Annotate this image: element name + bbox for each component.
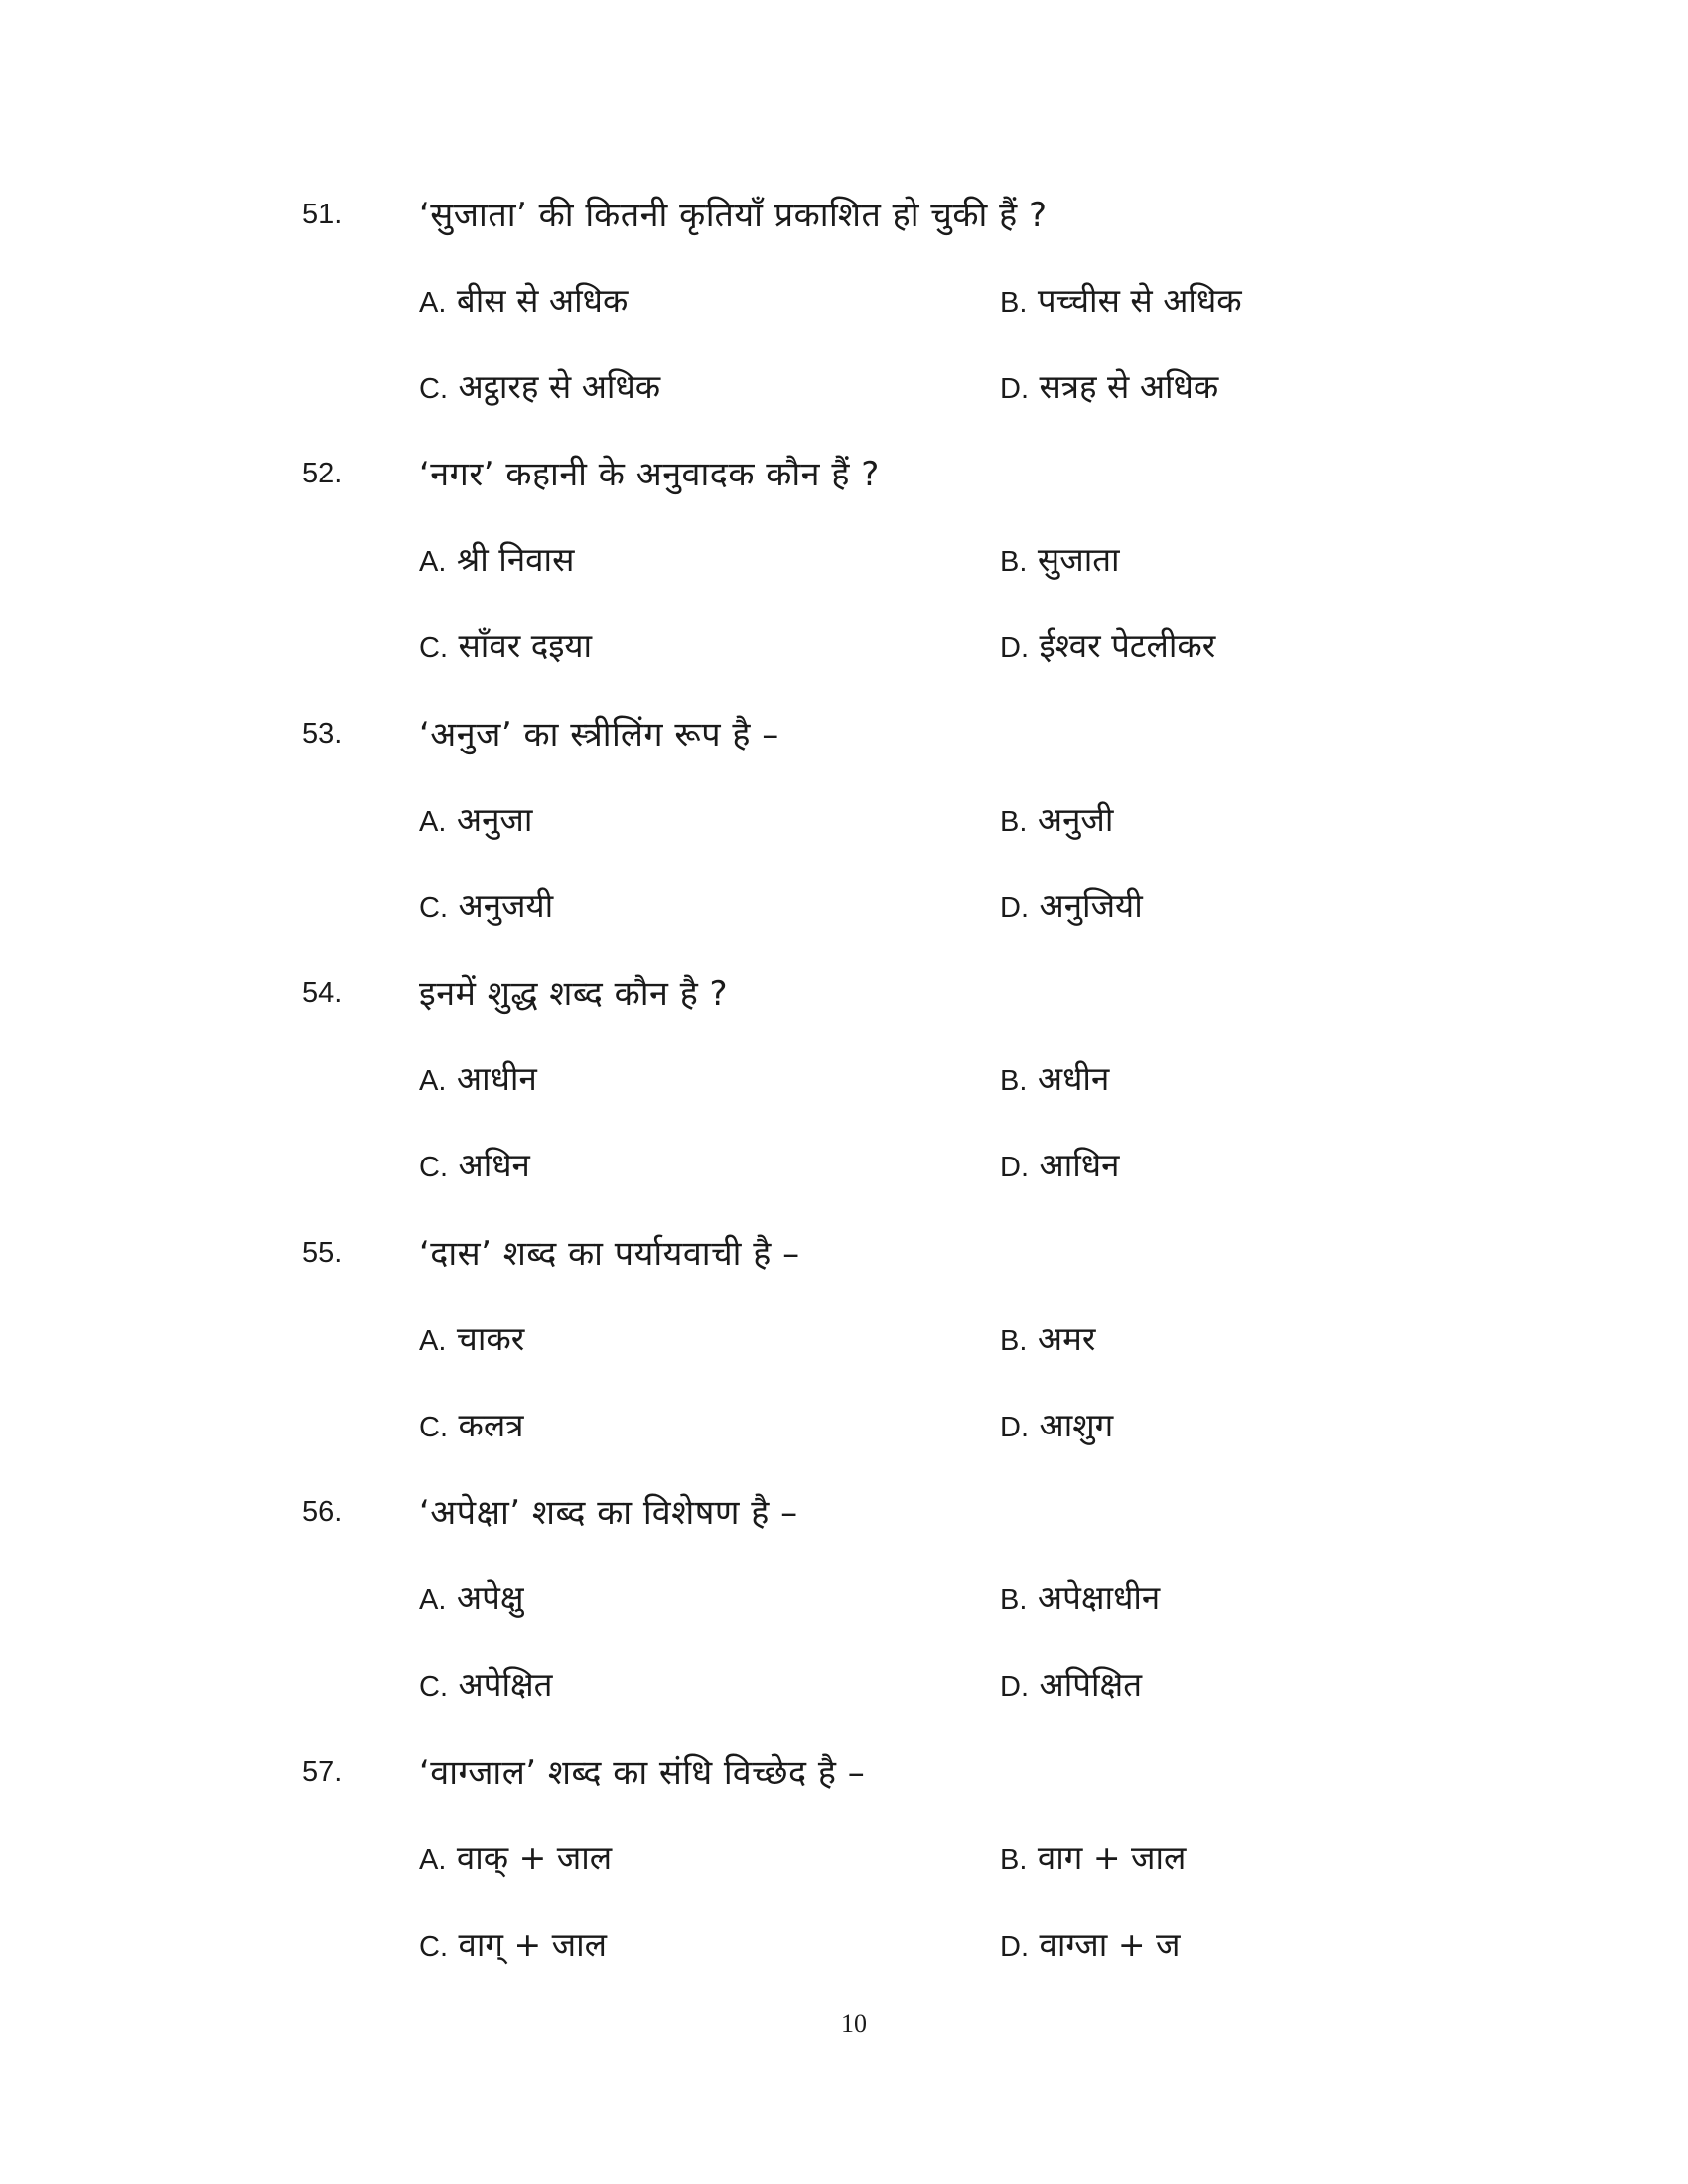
option-text: आशुग: [1039, 1406, 1114, 1444]
option-text: अनुजा: [456, 800, 533, 839]
option-text: अपेक्षित: [458, 1665, 553, 1704]
option-letter: A.: [419, 1065, 447, 1097]
option-b: [1000, 1055, 1109, 1100]
question-54: [0, 969, 1688, 1229]
option-b: [1000, 277, 1242, 322]
option-text: वाग्जा + ज: [1039, 1925, 1181, 1964]
option-b: [1000, 1574, 1160, 1619]
option-a: [419, 1574, 524, 1619]
question-57: [0, 1748, 1688, 2008]
option-letter: A.: [419, 546, 447, 578]
question-text: ‘वाग्जाल’ शब्द का संधि विच्छेद है –: [419, 1753, 866, 1793]
option-c: [419, 363, 660, 408]
option-a: [419, 1055, 537, 1100]
option-letter: B.: [1000, 1844, 1028, 1876]
option-a: [419, 796, 532, 841]
question-55: [0, 1229, 1688, 1489]
option-text: वाग् + जाल: [458, 1925, 608, 1964]
question-number: 52.: [302, 458, 343, 489]
option-d: [1000, 1921, 1180, 1966]
question-51: [0, 191, 1688, 451]
question-56: [0, 1488, 1688, 1748]
option-b: [1000, 1315, 1095, 1360]
option-letter: C.: [419, 1412, 448, 1443]
option-text: अट्ठारह से अधिक: [458, 367, 661, 406]
option-letter: B.: [1000, 1584, 1028, 1616]
question-number: 57.: [302, 1756, 343, 1788]
question-text: ‘सुजाता’ की कितनी कृतियाँ प्रकाशित हो चुकी हैं ?: [419, 196, 1048, 235]
question-text: ‘दास’ शब्द का पर्यायवाची है –: [419, 1234, 800, 1274]
question-text: ‘अपेक्षा’ शब्द का विशेषण है –: [419, 1493, 798, 1533]
option-text: अमर: [1037, 1319, 1096, 1358]
option-letter: D.: [1000, 1412, 1029, 1443]
option-letter: C.: [419, 1152, 448, 1183]
option-text: श्री निवास: [456, 540, 575, 579]
option-text: साँवर दइया: [458, 626, 593, 665]
option-letter: D.: [1000, 373, 1029, 405]
option-d: [1000, 883, 1143, 927]
option-a: [419, 277, 628, 322]
question-number: 54.: [302, 977, 343, 1009]
question-text: ‘अनुज’ का स्त्रीलिंग रूप है –: [419, 715, 779, 754]
option-text: वाग + जाल: [1037, 1839, 1187, 1877]
option-b: [1000, 1835, 1186, 1879]
page-number: 10: [841, 2009, 867, 2038]
option-letter: C.: [419, 632, 448, 664]
option-letter: D.: [1000, 632, 1029, 664]
option-text: अनुजयी: [458, 887, 554, 925]
option-text: पच्चीस से अधिक: [1037, 281, 1242, 320]
option-c: [419, 1402, 523, 1446]
option-text: आधिन: [1039, 1146, 1120, 1184]
option-letter: D.: [1000, 892, 1029, 924]
option-c: [419, 883, 553, 927]
option-letter: D.: [1000, 1671, 1029, 1703]
option-text: अपिक्षित: [1039, 1665, 1143, 1704]
option-a: [419, 536, 574, 581]
option-letter: B.: [1000, 546, 1028, 578]
option-letter: C.: [419, 1931, 448, 1963]
question-number: 53.: [302, 718, 343, 750]
question-number: 51.: [302, 199, 343, 230]
option-text: सत्रह से अधिक: [1039, 367, 1219, 406]
question-text: ‘नगर’ कहानी के अनुवादक कौन हैं ?: [419, 455, 880, 494]
option-letter: B.: [1000, 1065, 1028, 1097]
option-c: [419, 1921, 607, 1966]
option-d: [1000, 622, 1215, 667]
option-text: कलत्र: [458, 1406, 524, 1444]
option-text: चाकर: [456, 1319, 525, 1358]
option-text: वाक् + जाल: [456, 1839, 613, 1877]
option-text: आधीन: [456, 1059, 537, 1098]
question-number: 56.: [302, 1496, 343, 1528]
option-letter: B.: [1000, 287, 1028, 319]
option-text: अधीन: [1037, 1059, 1110, 1098]
option-letter: C.: [419, 1671, 448, 1703]
option-letter: A.: [419, 1584, 447, 1616]
option-letter: C.: [419, 373, 448, 405]
option-letter: A.: [419, 287, 447, 319]
option-d: [1000, 1142, 1119, 1186]
option-text: अनुजी: [1037, 800, 1114, 839]
option-text: बीस से अधिक: [456, 281, 629, 320]
question-52: [0, 450, 1688, 710]
option-c: [419, 1142, 530, 1186]
option-text: अपेक्षाधीन: [1037, 1578, 1161, 1617]
option-letter: C.: [419, 892, 448, 924]
option-b: [1000, 536, 1120, 581]
question-text: इनमें शुद्ध शब्द कौन है ?: [419, 974, 729, 1014]
option-a: [419, 1315, 524, 1360]
option-d: [1000, 363, 1218, 408]
question-53: [0, 710, 1688, 970]
option-letter: D.: [1000, 1152, 1029, 1183]
option-letter: A.: [419, 1844, 447, 1876]
option-text: ईश्वर पेटलीकर: [1039, 626, 1216, 665]
option-letter: B.: [1000, 806, 1028, 838]
option-c: [419, 622, 592, 667]
option-letter: A.: [419, 1325, 447, 1357]
option-text: अधिन: [458, 1146, 530, 1184]
option-a: [419, 1835, 612, 1879]
option-letter: B.: [1000, 1325, 1028, 1357]
option-text: अनुजियी: [1039, 887, 1143, 925]
option-b: [1000, 796, 1113, 841]
option-d: [1000, 1661, 1142, 1706]
option-letter: D.: [1000, 1931, 1029, 1963]
option-text: अपेक्षु: [456, 1578, 524, 1617]
question-number: 55.: [302, 1237, 343, 1269]
option-text: सुजाता: [1037, 540, 1120, 579]
option-c: [419, 1661, 552, 1706]
option-letter: A.: [419, 806, 447, 838]
option-d: [1000, 1402, 1113, 1446]
